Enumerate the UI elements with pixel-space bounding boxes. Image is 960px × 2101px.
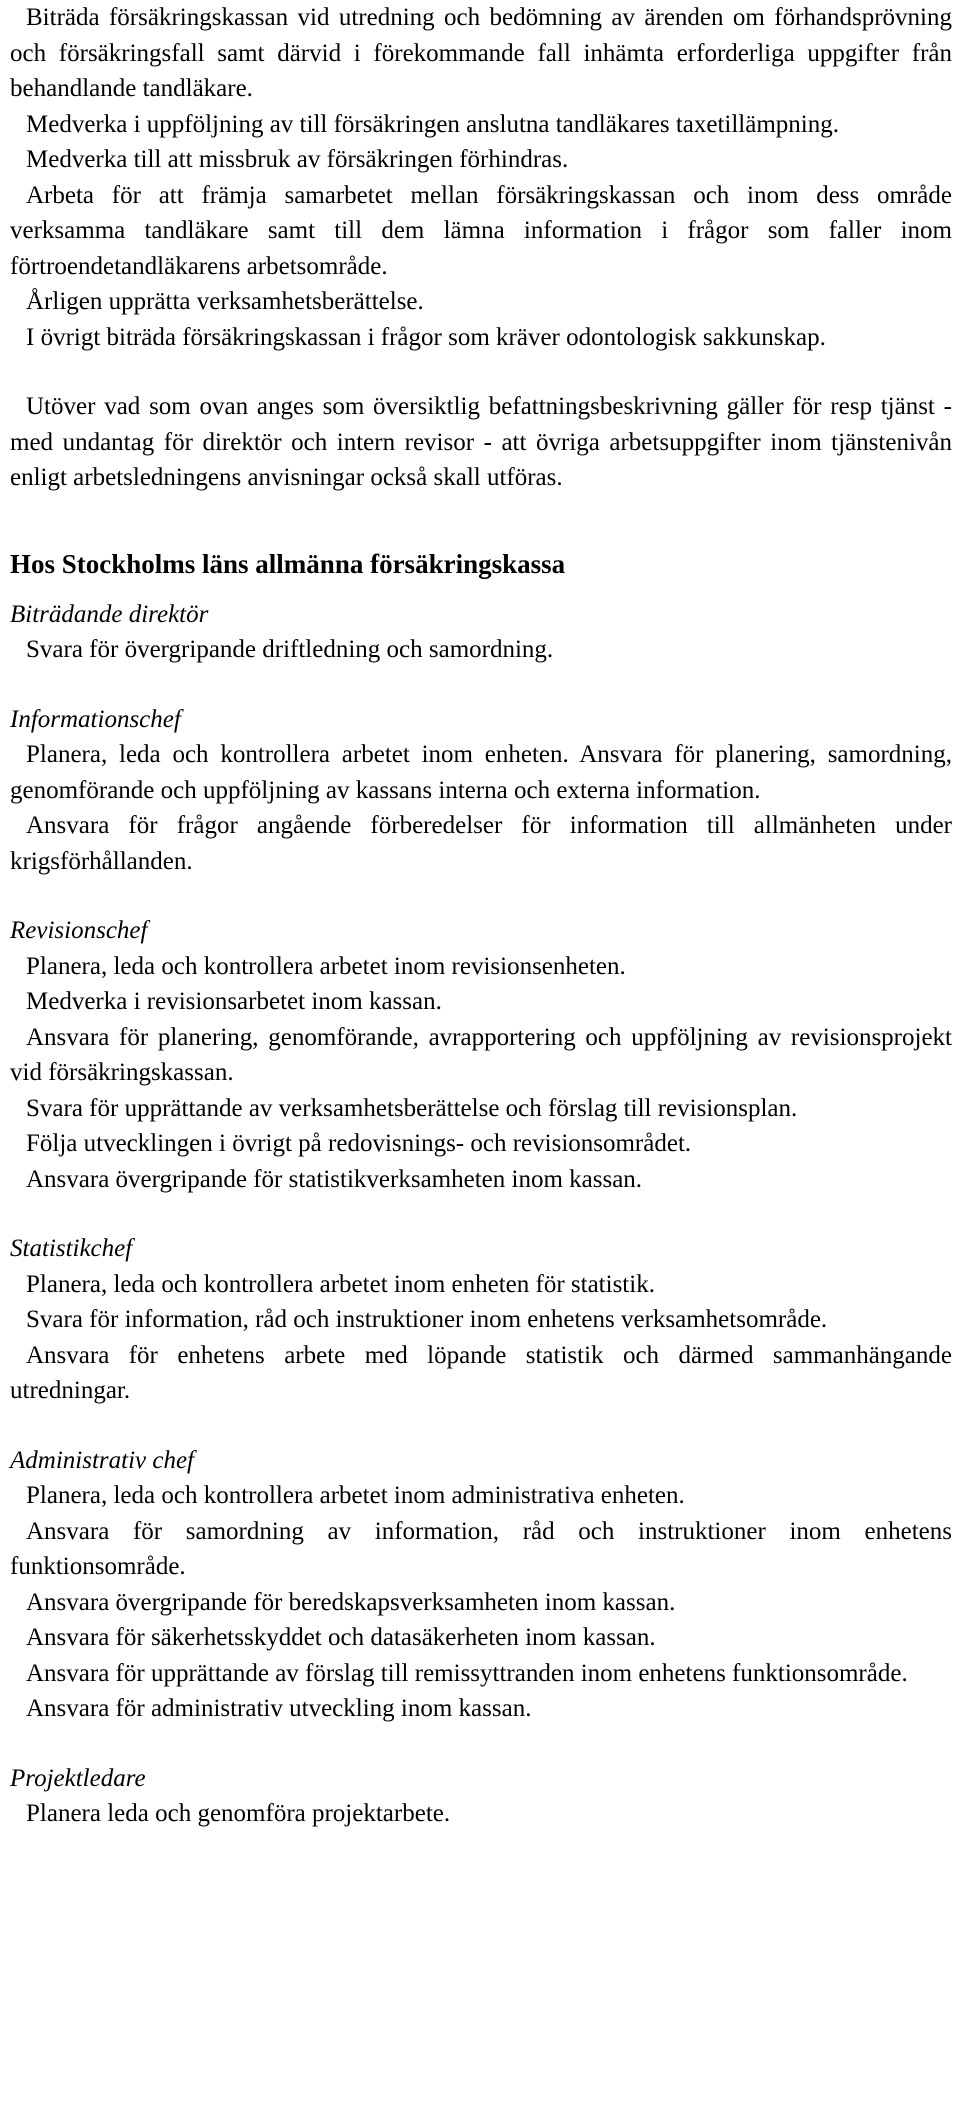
role-duty: Planera, leda och kontrollera arbetet inom enheten. Ansvara för planering, samordning, genomförande och uppföljning av kassans interna och externa information. xyxy=(10,741,952,804)
role-duty: Planera, leda och kontrollera arbetet inom enheten för statistik. xyxy=(26,1270,655,1298)
role-duty: Svara för information, råd och instruktioner inom enhetens verksamhetsområde. xyxy=(26,1306,828,1333)
role-title-projektledare: Projektledare xyxy=(10,1764,146,1792)
role-title-bitradande-direktor: Biträdande direktör xyxy=(10,600,209,628)
role-duty: Ansvara för upprättande av förslag till remissyttranden inom enhetens funktionsområde. xyxy=(26,1659,908,1687)
role-duty: Ansvara för administrativ utveckling inom kassan. xyxy=(26,1695,532,1722)
role-title-informationschef: Informationschef xyxy=(10,705,181,733)
role-duty: Svara för upprättande av verksamhetsberättelse och förslag till revisionsplan. xyxy=(26,1094,798,1122)
role-title-administrativ-chef: Administrativ chef xyxy=(10,1446,194,1474)
document-page xyxy=(10,0,952,1832)
intro-duty: Årligen upprätta verksamhetsberättelse. xyxy=(26,288,424,315)
role-duty: Följa utvecklingen i övrigt på redovisnings- och revisionsområdet. xyxy=(26,1130,692,1157)
role-duty: Ansvara övergripande för statistikverksamheten inom kassan. xyxy=(26,1165,643,1193)
general-note: Utöver vad som ovan anges som översiktlig befattningsbeskrivning gäller för resp tjänst - med undantag för direktör och intern revisor - att övriga arbetsuppgifter inom tjänstenivån enligt arbetsledningens anvisningar också skall utföras. xyxy=(10,393,952,491)
intro-duty: Arbeta för att främja samarbetet mellan försäkringskassan och inom dess område verksamma tandläkare samt till dem lämna information i frågor som faller inom förtroendetandläkarens arbetsområde. xyxy=(10,181,952,280)
role-title-revisionschef: Revisionschef xyxy=(10,917,148,944)
role-duty: Svara för övergripande driftledning och samordning. xyxy=(26,636,554,663)
role-title-statistikchef: Statistikchef xyxy=(10,1235,133,1262)
intro-duty: Medverka till att missbruk av försäkringen förhindras. xyxy=(26,146,569,173)
section-heading: Hos Stockholms läns allmänna försäkringskassa xyxy=(10,548,566,579)
role-duty: Ansvara för samordning av information, råd och instruktioner inom enhetens funktionsområde. xyxy=(10,1517,952,1580)
role-duty: Ansvara för planering, genomförande, avrapportering och uppföljning av revisionsprojekt vid försäkringskassan. xyxy=(10,1023,952,1086)
role-duty: Medverka i revisionsarbetet inom kassan. xyxy=(26,988,442,1015)
role-duty: Ansvara för säkerhetsskyddet och datasäkerheten inom kassan. xyxy=(26,1624,656,1651)
role-duty: Ansvara övergripande för beredskapsverksamheten inom kassan. xyxy=(26,1588,676,1616)
intro-duty: I övrigt biträda försäkringskassan i frågor som kräver odontologisk sakkunskap. xyxy=(26,323,826,351)
role-duty: Planera, leda och kontrollera arbetet inom administrativa enheten. xyxy=(26,1482,685,1509)
role-duty: Planera, leda och kontrollera arbetet inom revisionsenheten. xyxy=(26,952,626,980)
role-duty: Ansvara för enhetens arbete med löpande statistik och därmed sammanhängande utredningar. xyxy=(10,1341,952,1404)
intro-duty: Medverka i uppföljning av till försäkringen anslutna tandläkares taxetillämpning. xyxy=(26,110,839,138)
role-duty: Planera leda och genomföra projektarbete. xyxy=(26,1800,451,1827)
role-duty: Ansvara för frågor angående förberedelser för information till allmänheten under krigsförhållanden. xyxy=(10,812,952,875)
intro-duty: Biträda försäkringskassan vid utredning och bedömning av ärenden om förhandsprövning och försäkringsfall samt därvid i förekommande fall inhämta erforderliga uppgifter från behandlande tandläkare. xyxy=(10,4,952,102)
